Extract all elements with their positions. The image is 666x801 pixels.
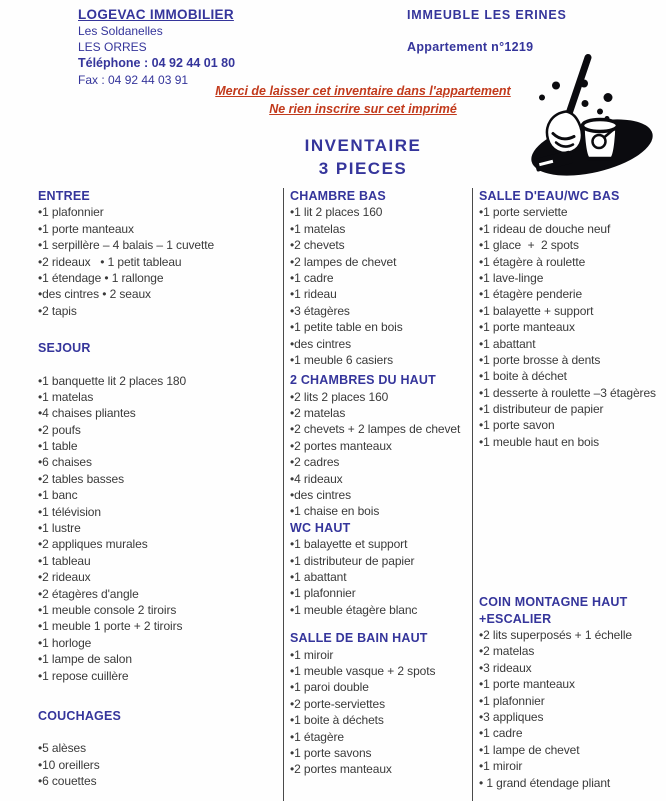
inventory-item: •2 cadres: [290, 455, 340, 470]
notice-line-1: Merci de laisser cet inventaire dans l'appartement: [215, 84, 511, 98]
inventory-item: •1 banquette lit 2 places 180: [38, 373, 187, 388]
section-title: SALLE DE BAIN HAUT: [290, 631, 428, 646]
agency-name: LOGEVAC IMMOBILIER: [78, 7, 234, 22]
notice-line-2: Ne rien inscrire sur cet imprimé: [269, 102, 457, 116]
inventory-item: •1 lustre: [38, 521, 81, 536]
section-wc-haut: [290, 520, 472, 618]
section-items: [290, 536, 472, 618]
inventory-item: •1 étendage • 1 rallonge: [38, 270, 164, 285]
inventory-item: •1 matelas: [38, 389, 94, 404]
inventory-item: •2 appliques murales: [38, 537, 148, 552]
inventory-column-left: [38, 188, 283, 801]
section-title: ENTREE: [38, 189, 90, 203]
inventory-item: •1 étagère: [290, 729, 344, 744]
cleaning-mop-and-bucket-icon: [522, 54, 662, 182]
section-items: [38, 373, 283, 684]
section-title: +ESCALIER: [479, 611, 552, 626]
inventory-item: •1 rideau de douche neuf: [479, 221, 611, 236]
inventory-item: •2 porte-serviettes: [290, 696, 386, 711]
inventory-item: •des cintres: [290, 488, 352, 503]
inventory-item: •1 porte brosse à dents: [479, 352, 601, 367]
inventory-item: •1 table: [38, 439, 78, 454]
inventory-item: •1 télévision: [38, 504, 101, 519]
section-items: [479, 627, 666, 791]
section-items: [290, 389, 472, 520]
inventory-item: •1 lampe de salon: [38, 652, 132, 667]
inventory-item: •1 repose cuillère: [38, 668, 129, 683]
inventory-item: •2 rideaux: [38, 570, 91, 585]
inventory-item: •1 balayette et support: [290, 537, 408, 552]
inventory-item: •2 étagères d'angle: [38, 586, 139, 601]
section-sejour: [38, 340, 283, 684]
inventory-column-middle: [283, 188, 472, 801]
building-name: IMMEUBLE LES ERINES: [407, 8, 567, 22]
inventory-item: •1 desserte à roulette –3 étagères: [479, 385, 656, 400]
inventory-item: •1 distributeur de papier: [290, 553, 415, 568]
inventory-item: •des cintres • 2 seaux: [38, 287, 151, 302]
inventory-item: •1 boite à déchet: [479, 369, 567, 384]
agency-fax: Fax : 04 92 44 03 91: [78, 72, 189, 87]
section-items: [38, 204, 283, 319]
inventory-item: •1 abattant: [479, 336, 536, 351]
inventory-item: •1 balayette + support: [479, 303, 594, 318]
inventory-item: •1 petite table en bois: [290, 320, 403, 335]
section-coin-montagne-haut: [479, 594, 666, 791]
inventory-item: •2 chevets + 2 lampes de chevet: [290, 422, 461, 437]
inventory-item: •1 tableau: [38, 553, 91, 568]
section-salle-de-bain-haut: [290, 630, 472, 778]
inventory-item: •1 porte savons: [290, 745, 372, 760]
section-couchages: [38, 708, 283, 790]
inventory-item: •4 rideaux: [290, 471, 343, 486]
section-title: COUCHAGES: [38, 708, 122, 723]
inventory-item: •1 glace + 2 spots: [479, 238, 579, 253]
section-salle-d-eau-wc-bas: [479, 188, 666, 450]
inventory-item: •2 matelas: [290, 406, 346, 421]
inventory-item: •2 lits 2 places 160: [290, 389, 389, 404]
section-title: COIN MONTAGNE HAUT: [479, 595, 628, 610]
page-title-line-1: INVENTAIRE: [304, 136, 422, 155]
section-title: CHAMBRE BAS: [290, 189, 386, 203]
inventory-item: •1 boite à déchets: [290, 713, 384, 728]
inventory-item: •6 couettes: [38, 774, 97, 789]
section-entree: [38, 188, 283, 319]
inventory-item: •1 miroir: [290, 647, 334, 662]
inventory-item: •1 porte manteaux: [38, 221, 134, 236]
building-block: [407, 7, 567, 54]
inventory-item: •1 porte manteaux: [479, 677, 575, 692]
inventory-item: •10 oreillers: [38, 757, 100, 772]
inventory-item: •6 chaises: [38, 455, 92, 470]
inventory-item: •1 horloge: [38, 635, 92, 650]
inventory-item: •1 meuble console 2 tiroirs: [38, 602, 177, 617]
inventory-item: •1 meuble 6 casiers: [290, 352, 394, 367]
inventory-item: •2 lits superposés + 1 échelle: [479, 628, 632, 643]
inventory-item: •1 plafonnier: [290, 586, 356, 601]
section-title: WC HAUT: [290, 520, 351, 535]
inventory-item: •2 portes manteaux: [290, 762, 392, 777]
inventory-item: •1 lampe de chevet: [479, 742, 580, 757]
inventory-item: •1 serpillère – 4 balais – 1 cuvette: [38, 238, 215, 253]
inventory-item: •3 appliques: [479, 709, 544, 724]
inventory-item: •1 lave-linge: [479, 270, 544, 285]
inventory-item: •1 distributeur de papier: [479, 402, 604, 417]
section-items: [479, 204, 666, 450]
inventory-item: •2 lampes de chevet: [290, 254, 397, 269]
inventory-item: •1 porte manteaux: [479, 320, 575, 335]
agency-residence: Les Soldanelles: [78, 24, 163, 38]
agency-block: [78, 6, 235, 88]
inventory-item: •1 porte serviette: [479, 205, 568, 220]
inventory-item: •1 cadre: [479, 726, 523, 741]
inventory-item: •3 rideaux: [479, 660, 532, 675]
inventory-item: •1 plafonnier: [38, 205, 104, 220]
inventory-item: •2 poufs: [38, 422, 81, 437]
inventory-item: •1 meuble étagère blanc: [290, 602, 418, 617]
inventory-item: •1 banc: [38, 488, 78, 503]
inventory-item: •1 plafonnier: [479, 693, 545, 708]
inventory-item: •1 miroir: [479, 759, 523, 774]
inventory-item: •1 lit 2 places 160: [290, 205, 383, 220]
inventory-item: •1 rideau: [290, 287, 337, 302]
section-2-chambres-du-haut: [290, 372, 472, 520]
inventory-item: •1 chaise en bois: [290, 504, 380, 519]
section-items: [290, 647, 472, 778]
section-title: SEJOUR: [38, 341, 91, 356]
section-title: SALLE D'EAU/WC BAS: [479, 189, 620, 203]
page-title-line-2: 3 PIECES: [318, 159, 408, 178]
inventory-item: •5 alèses: [38, 741, 86, 756]
inventory-item: •1 étagère penderie: [479, 287, 583, 302]
section-title: 2 CHAMBRES DU HAUT: [290, 373, 436, 388]
inventory-item: •1 meuble vasque + 2 spots: [290, 663, 436, 678]
section-items: [38, 740, 283, 789]
agency-city: LES ORRES: [78, 40, 147, 55]
section-chambre-bas: [290, 188, 472, 368]
inventory-item: •1 paroi double: [290, 680, 369, 695]
inventory-item: •des cintres: [290, 336, 352, 351]
agency-phone: Téléphone : 04 92 44 01 80: [78, 56, 236, 71]
inventory-item: •3 étagères: [290, 303, 350, 318]
inventory-item: •2 tables basses: [38, 471, 124, 486]
inventory-item: •2 chevets: [290, 238, 345, 253]
inventory-item: •1 cadre: [290, 270, 334, 285]
inventory-item: •1 meuble haut en bois: [479, 434, 600, 449]
section-items: [290, 204, 472, 368]
inventory-item: •2 tapis: [38, 303, 77, 318]
inventory-item: •1 abattant: [290, 569, 347, 584]
inventory-item: •1 matelas: [290, 221, 346, 236]
inventory-item: •1 étagère à roulette: [479, 254, 586, 269]
apartment-number: Appartement n°1219: [407, 40, 534, 54]
inventory-column-right: [472, 188, 666, 801]
inventory-item: • 1 grand étendage pliant: [479, 775, 611, 790]
inventory-item: •2 matelas: [479, 644, 535, 659]
inventory-item: •2 rideaux • 1 petit tableau: [38, 254, 182, 269]
inventory-item: •1 porte savon: [479, 418, 555, 433]
inventory-item: •4 chaises pliantes: [38, 406, 136, 421]
inventory-item: •2 portes manteaux: [290, 438, 392, 453]
inventory-item: •1 meuble 1 porte + 2 tiroirs: [38, 619, 183, 634]
